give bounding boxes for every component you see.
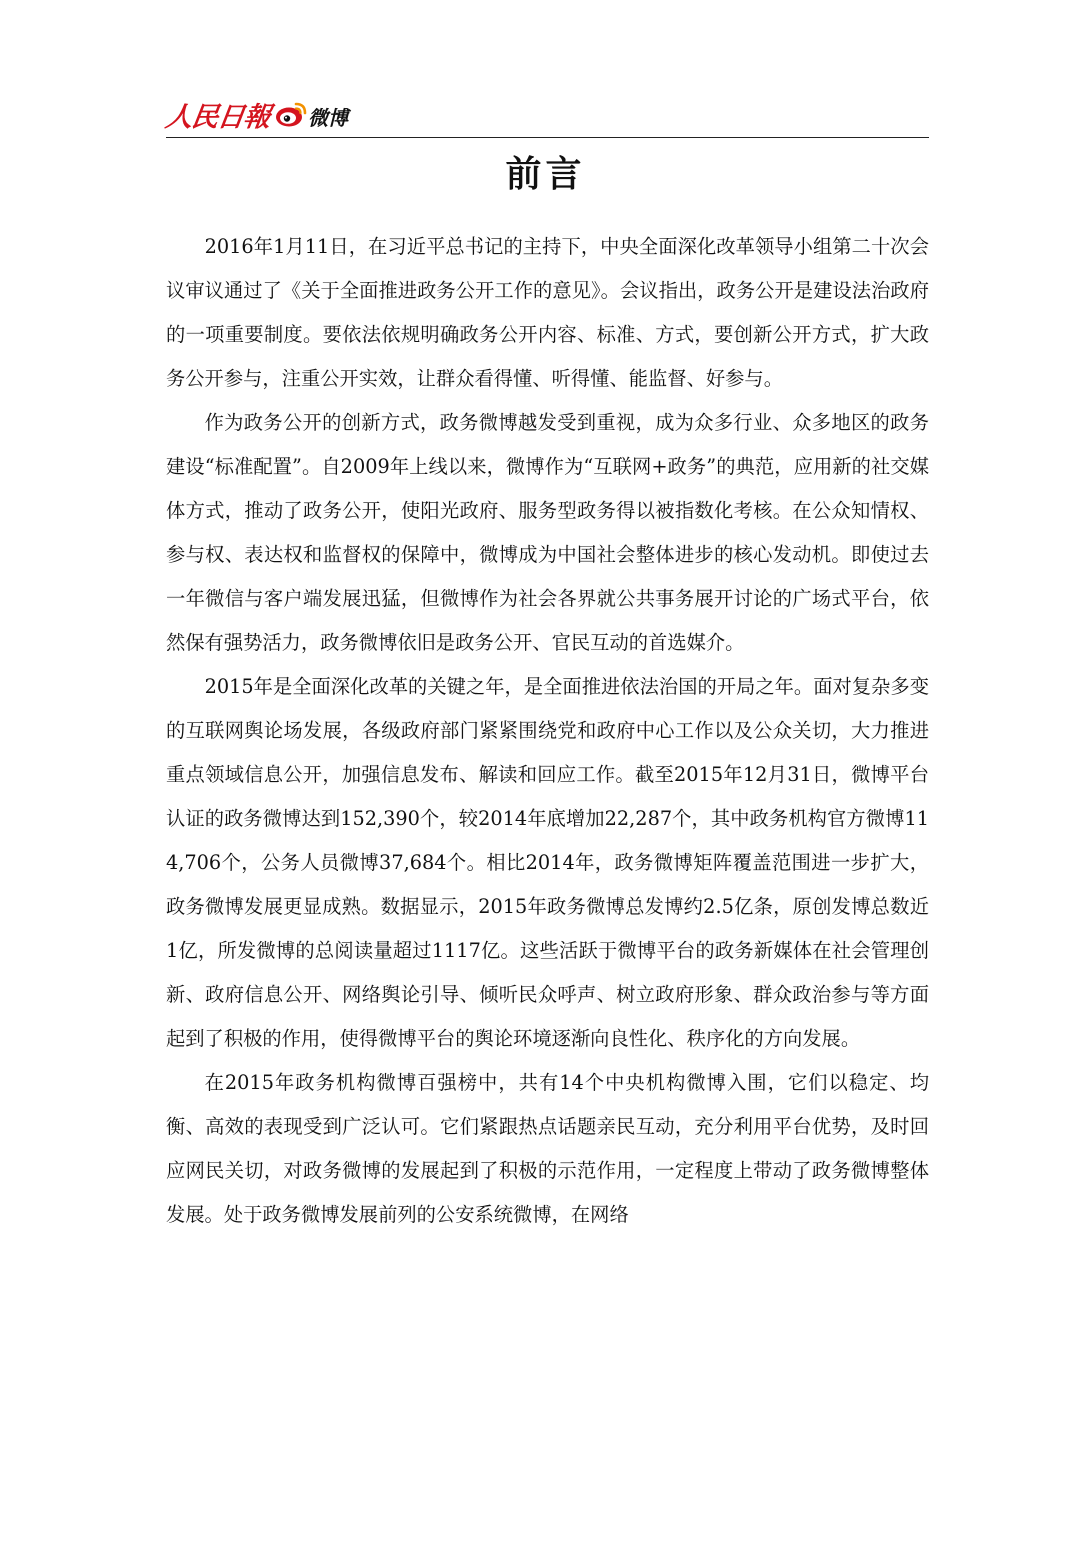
paragraph-4: 在2015年政务机构微博百强榜中，共有14个中央机构微博入围，它们以稳定、均衡、高效的表现受到广泛认可。它们紧跟热点话题亲民互动，充分利用平台优势，及时回应网民关切，对政务微博的发展起到了积极的示范作用，一定程度上带动了政务微博整体发展。处于政务微博发展前列的公安系统微博，在网络 — [166, 1071, 929, 1226]
weibo-eye-icon — [274, 99, 308, 129]
logo-people-daily-text: 人民日報 — [163, 101, 272, 133]
preface-body — [166, 225, 929, 1237]
page-header — [163, 86, 929, 138]
logo-weibo-text: 微博 — [308, 105, 348, 130]
paragraph-3: 2015年是全面深化改革的关键之年，是全面推进依法治国的开局之年。面对复杂多变的互联网舆论场发展，各级政府部门紧紧围绕党和政府中心工作以及公众关切，大力推进重点领域信息公开，加强信息发布、解读和回应工作。截至2015年12月31日，微博平台认证的政务微博达到152,390个，较2014年底增加22,287个，其中政务机构官方微博114,706个，公务人员微博37,684个。相比2014年，政务微博矩阵覆盖范围进一步扩大，政务微博发展更显成熟。数据显示，2015年政务微博总发博约2.5亿条，原创发博总数近1亿，所发微博的总阅读量超过1117亿。这些活跃于微博平台的政务新媒体在社会管理创新、政府信息公开、网络舆论引导、倾听民众呼声、树立政府形象、群众政治参与等方面起到了积极的作用，使得微博平台的舆论环境逐渐向良性化、秩序化的方向发展。 — [166, 675, 929, 1050]
people-daily-weibo-logo — [163, 96, 348, 133]
paragraph-2: 作为政务公开的创新方式，政务微博越发受到重视，成为众多行业、众多地区的政务建设“标准配置”。自2009年上线以来，微博作为“互联网+政务”的典范，应用新的社交媒体方式，推动了政务公开，使阳光政府、服务型政务得以被指数化考核。在公众知情权、参与权、表达权和监督权的保障中，微博成为中国社会整体进步的核心发动机。即使过去一年微信与客户端发展迅猛，但微博作为社会各界就公共事务展开讨论的广场式平台，依然保有强势活力，政务微博依旧是政务公开、官民互动的首选媒介。 — [166, 411, 929, 654]
paragraph-1: 2016年1月11日，在习近平总书记的主持下，中央全面深化改革领导小组第二十次会议审议通过了《关于全面推进政务公开工作的意见》。会议指出，政务公开是建设法治政府的一项重要制度。要依法依规明确政务公开内容、标准、方式，要创新公开方式，扩大政务公开参与，注重公开实效，让群众看得懂、听得懂、能监督、好参与。 — [166, 235, 929, 390]
header-divider — [166, 137, 929, 138]
page-title: 前言 — [505, 154, 586, 195]
